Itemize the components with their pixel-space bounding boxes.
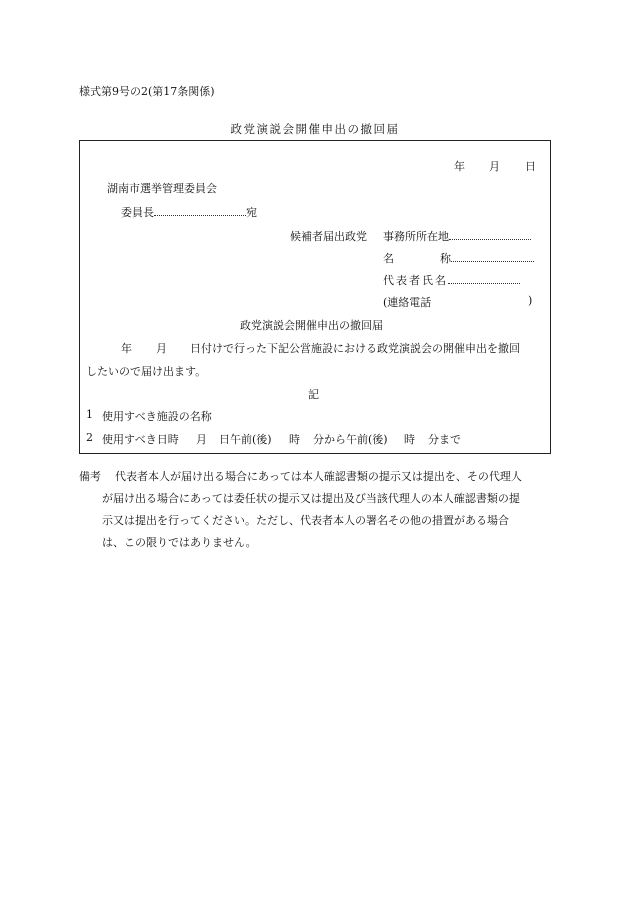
phone-open: (連絡電話	[383, 296, 432, 309]
item-2-until: 分まで	[428, 433, 461, 446]
office-address-blank[interactable]	[449, 229, 531, 240]
party-name-line	[383, 250, 394, 266]
item-1-text: 使用すべき施設の名称	[102, 410, 212, 423]
representative-blank[interactable]	[448, 273, 520, 284]
name-label-left: 名	[383, 252, 394, 265]
addressee-organization: 湖南市選挙管理委員会	[107, 182, 217, 195]
item-2-day-ampm: 日午前(後)	[219, 433, 272, 446]
representative-line	[383, 272, 520, 288]
form-subtitle: 政党演説会開催申出の撤回届	[240, 319, 383, 332]
chair-label: 委員長	[121, 206, 154, 219]
item-2-month: 月	[196, 433, 207, 446]
notes-line-2: が届け出る場合にあっては委任状の提示又は提出及び当該代理人の本人確認書類の提	[102, 492, 520, 505]
addressee-suffix: 宛	[246, 206, 257, 219]
form-number: 様式第9号の2(第17条関係)	[79, 85, 215, 98]
date-year: 年	[454, 160, 465, 173]
body-month: 月	[156, 342, 167, 355]
office-address-line	[383, 228, 531, 244]
notes-line-3: 示又は提出を行ってください。ただし、代表者本人の署名その他の措置がある場合	[102, 514, 509, 527]
representative-label: 代表者氏名	[383, 274, 448, 287]
item-1-number: 1	[86, 408, 93, 421]
notes-line-1: 代表者本人が届け出る場合にあっては本人確認書類の提示又は提出を、その代理人	[115, 470, 522, 483]
item-2-label: 使用すべき日時	[102, 433, 179, 446]
applicant-label: 候補者届出政党	[290, 230, 367, 243]
item-2-hour2: 時	[404, 433, 415, 446]
item-2-number: 2	[86, 431, 93, 444]
party-name-blank[interactable]	[451, 251, 534, 262]
body-line1-text: 日付けで行った下記公営施設における政党演説会の開催申出を撤回	[190, 342, 520, 355]
party-name-line-right	[440, 250, 534, 266]
item-2-hour: 時	[289, 433, 300, 446]
chair-name-blank[interactable]	[154, 205, 246, 216]
name-label-right: 称	[440, 252, 451, 265]
date-month: 月	[489, 160, 500, 173]
ki-mark: 記	[308, 388, 319, 401]
office-address-label: 事務所所在地	[383, 230, 449, 243]
phone-close: )	[528, 294, 533, 307]
notes-label: 備考	[79, 470, 101, 483]
addressee-chair-line	[121, 204, 257, 220]
item-2-from: 分から午前(後)	[313, 433, 388, 446]
body-line2: したいので届け出ます。	[86, 365, 207, 378]
body-year: 年	[121, 342, 132, 355]
date-day: 日	[525, 160, 536, 173]
notes-line-4: は、この限りではありません。	[102, 536, 257, 549]
document-title: 政党演説会開催申出の撤回届	[230, 122, 400, 136]
